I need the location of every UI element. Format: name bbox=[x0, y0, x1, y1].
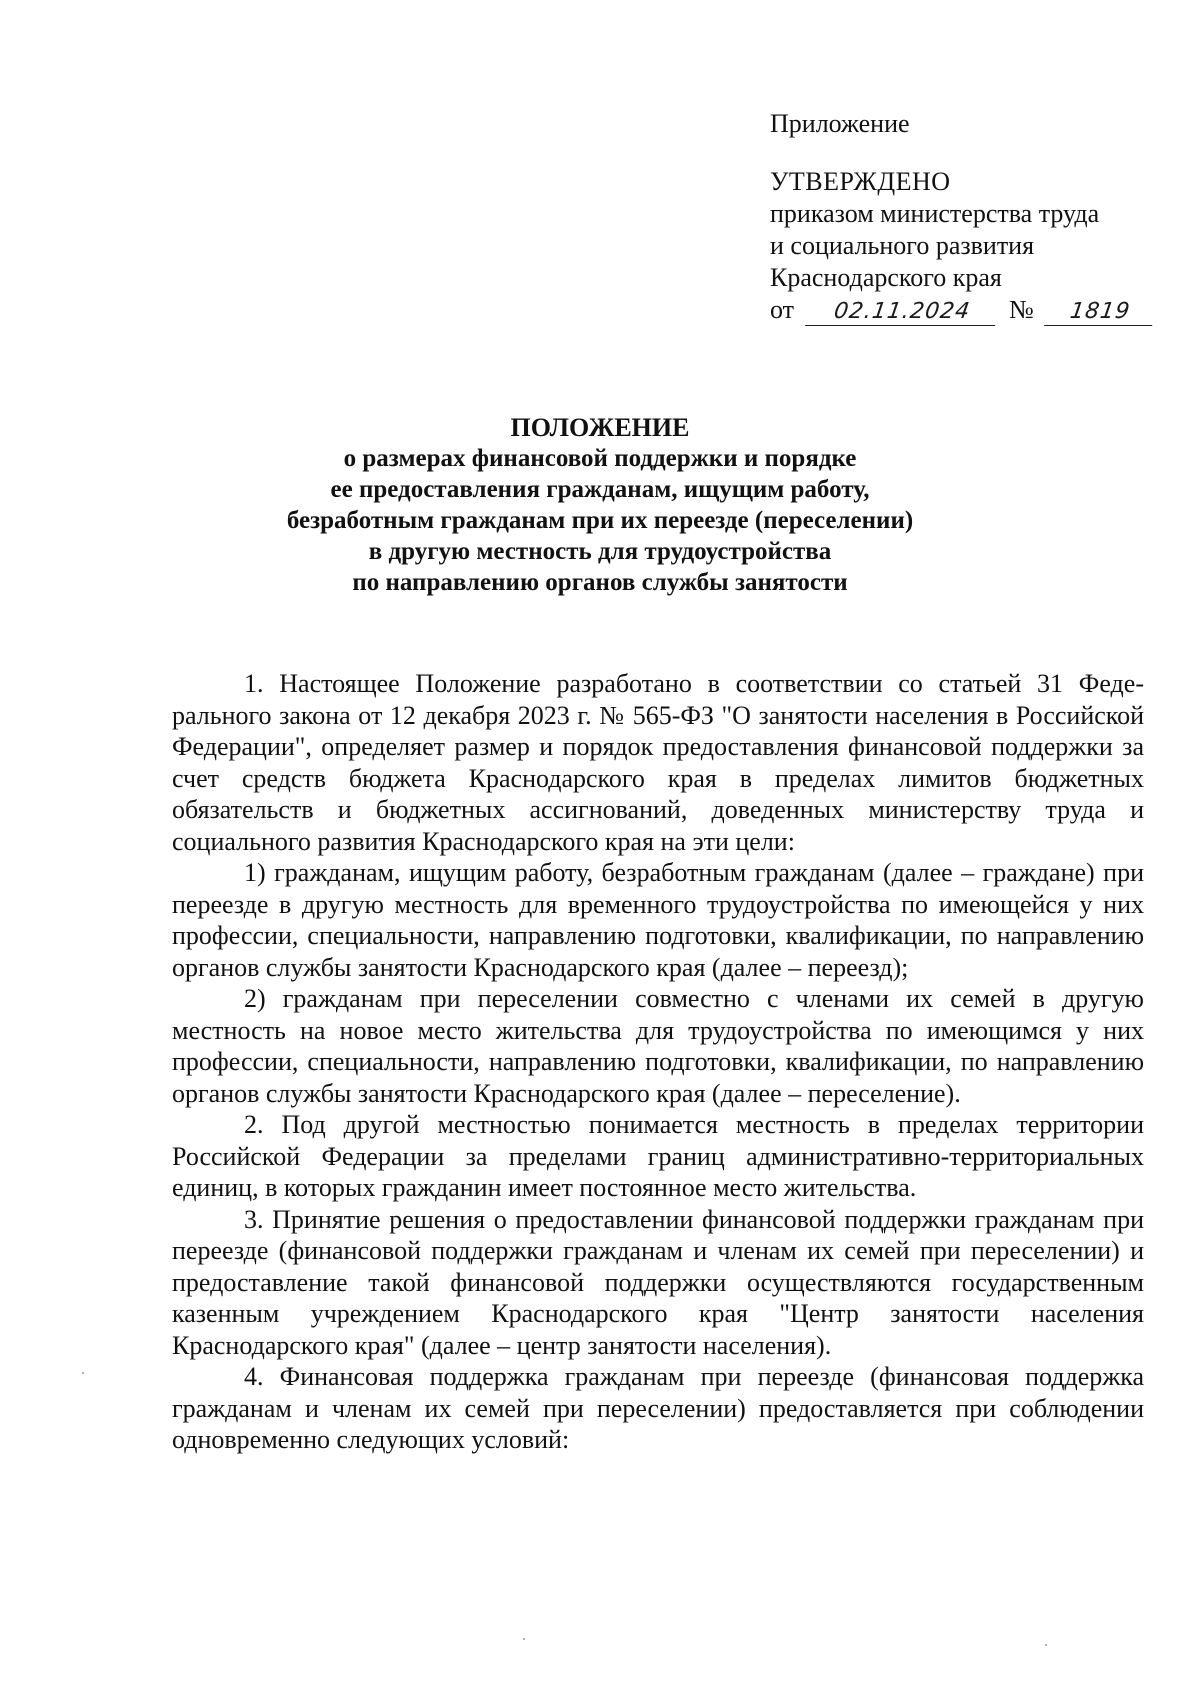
handwritten-number: 1819 bbox=[1044, 299, 1156, 326]
approval-block bbox=[770, 108, 1170, 326]
order-reference bbox=[770, 294, 1170, 326]
paragraph-1-item-2: 2) гражданам при переселении совместно с членами их семей в другую местность на новое место жительства для трудоустройства по имеющимся у них профессии, специальности, направлению подготовки, квалификации, по направлению органов службы занятости Краснодарского края (далее – переселение). bbox=[172, 984, 1144, 1108]
paragraph-1-item-1: 1) гражданам, ищущим работу, безработным гражданам (далее – граждане) при переезде в другую местность для временного трудоустройства по имеющейся у них профессии, специальности, направлению подготовки, квалификации, по направлению органов службы занятости Краснодарского края (далее – переезд); bbox=[172, 858, 1144, 982]
title-main: ПОЛОЖЕНИЕ bbox=[510, 413, 690, 442]
approval-line-1: приказом министерства труда bbox=[770, 199, 1100, 228]
handwritten-date: 02.11.2024 bbox=[805, 299, 999, 326]
approved-heading: УТВЕРЖДЕНО bbox=[770, 167, 951, 196]
paragraph-1: 1. Настоящее Положение разработано в соответствии со статьей 31 Федерального закона от 12 декабря 2023 г. № 565-ФЗ "О занятости населения в Российской Федерации", определяет размер и порядок предоставления финансовой поддержки за счет средств бюджета Краснодарского края в пределах лимитов бюджетных обязательств и бюджетных ассигнований, доведенных министерству труда и социального развития Краснодарского края на эти цели: bbox=[172, 669, 1144, 856]
from-label: от bbox=[770, 295, 795, 324]
document-body bbox=[172, 668, 1144, 1456]
title-line-5: по направлению органов службы занятости bbox=[352, 569, 848, 596]
paragraph-3: 3. Принятие решения о предоставлении финансовой поддержки гражданам при переезде (финансовой поддержки гражданам и членам их семей при переселении) и предоставление такой финансовой поддержки осуществляются государственным казенным учреждением Краснодарского края "Центр занятости населения Краснодарского края" (далее – центр занятости населения). bbox=[172, 1204, 1144, 1360]
title-line-1: о размерах финансовой поддержки и порядке bbox=[343, 445, 857, 472]
document-title bbox=[150, 412, 1050, 598]
number-label: № bbox=[1009, 295, 1034, 324]
scan-speck bbox=[1045, 1644, 1047, 1646]
paragraph-2: 2. Под другой местностью понимается местность в пределах территории Российской Федерации за пределами границ административно-территориальных единиц, в которых гражданин имеет постоянное место жительства. bbox=[172, 1110, 1144, 1202]
title-line-2: ее предоставления гражданам, ищущим работу, bbox=[330, 476, 870, 503]
approval-line-3: Краснодарского края bbox=[770, 263, 1002, 292]
title-line-3: безработным гражданам при их переезде (переселении) bbox=[286, 507, 914, 534]
scan-speck bbox=[82, 1372, 84, 1374]
appendix-label: Приложение bbox=[770, 109, 910, 138]
paragraph-4: 4. Финансовая поддержка гражданам при переезде (финансовая поддержка гражданам и членам их семей при переселении) предоставляется при соблюдении одновременно следующих условий: bbox=[172, 1362, 1144, 1454]
title-line-4: в другую местность для трудоустройства bbox=[368, 538, 832, 565]
scan-speck bbox=[523, 1638, 525, 1640]
approval-line-2: и социального развития bbox=[770, 231, 1035, 260]
